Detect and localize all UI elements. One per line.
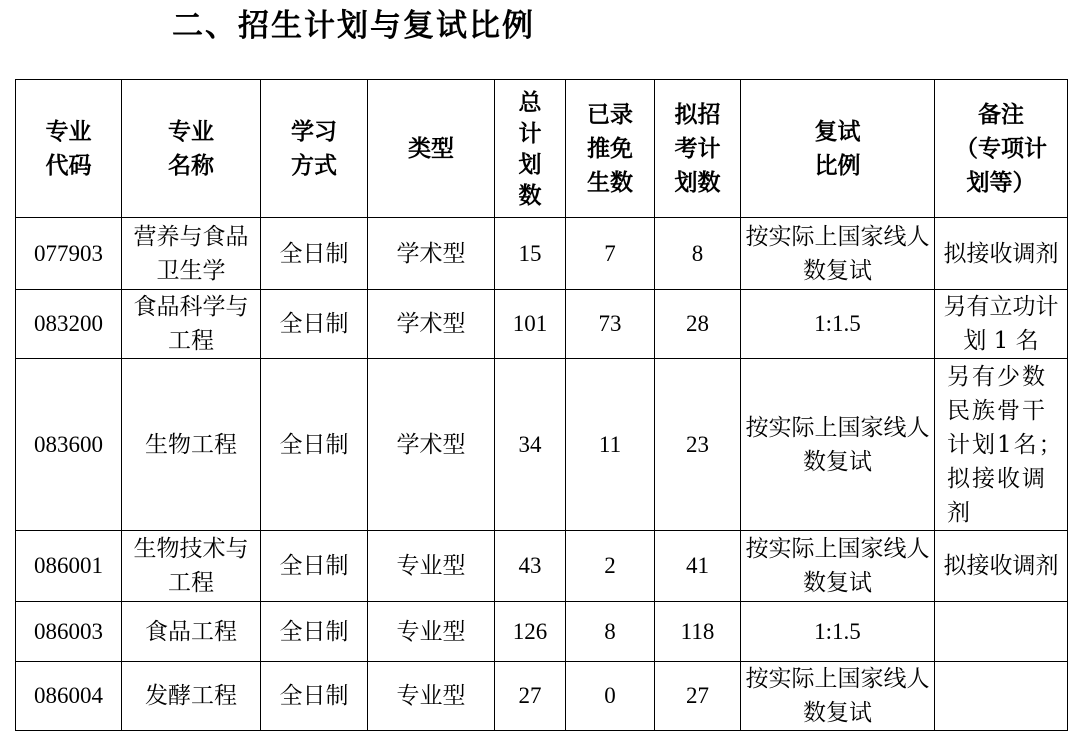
cell-major-code: 077903 [16, 218, 122, 290]
header-admitted-exempt: 已录 推免 生数 [566, 80, 655, 218]
header-study-mode: 学习 方式 [261, 80, 368, 218]
cell-admitted-exempt: 2 [566, 531, 655, 602]
cell-retest-ratio: 1:1.5 [741, 602, 935, 662]
header-exam-plan: 拟招 考计 划数 [655, 80, 741, 218]
header-retest-ratio: 复试 比例 [741, 80, 935, 218]
table-row [16, 290, 1068, 359]
cell-exam-plan: 28 [655, 290, 741, 359]
cell-major-code: 086001 [16, 531, 122, 602]
cell-admitted-exempt: 0 [566, 662, 655, 731]
cell-major-name: 食品科学与工程 [122, 290, 261, 359]
cell-major-code: 083200 [16, 290, 122, 359]
cell-major-code: 083600 [16, 359, 122, 531]
cell-study-mode: 全日制 [261, 218, 368, 290]
header-major-code: 专业 代码 [16, 80, 122, 218]
cell-retest-ratio: 按实际上国家线人数复试 [741, 218, 935, 290]
table-row [16, 531, 1068, 602]
cell-admitted-exempt: 73 [566, 290, 655, 359]
header-type: 类型 [368, 80, 495, 218]
cell-remarks [935, 602, 1068, 662]
cell-study-mode: 全日制 [261, 359, 368, 531]
cell-study-mode: 全日制 [261, 662, 368, 731]
cell-major-code: 086004 [16, 662, 122, 731]
cell-admitted-exempt: 11 [566, 359, 655, 531]
cell-type: 学术型 [368, 218, 495, 290]
cell-exam-plan: 27 [655, 662, 741, 731]
cell-major-name: 营养与食品卫生学 [122, 218, 261, 290]
cell-remarks: 拟接收调剂 [935, 218, 1068, 290]
table-row [16, 662, 1068, 731]
cell-major-name: 食品工程 [122, 602, 261, 662]
cell-remarks: 另有立功计划 1 名 [935, 290, 1068, 359]
cell-total-plan: 34 [495, 359, 566, 531]
cell-study-mode: 全日制 [261, 531, 368, 602]
header-row [16, 80, 1068, 218]
cell-major-code: 086003 [16, 602, 122, 662]
cell-remarks [935, 662, 1068, 731]
cell-exam-plan: 23 [655, 359, 741, 531]
cell-type: 专业型 [368, 602, 495, 662]
cell-retest-ratio: 按实际上国家线人数复试 [741, 662, 935, 731]
table-row [16, 218, 1068, 290]
cell-study-mode: 全日制 [261, 290, 368, 359]
cell-type: 学术型 [368, 359, 495, 531]
cell-remarks: 拟接收调剂 [935, 531, 1068, 602]
cell-total-plan: 101 [495, 290, 566, 359]
cell-admitted-exempt: 8 [566, 602, 655, 662]
cell-major-name: 发酵工程 [122, 662, 261, 731]
section-title: 二、招生计划与复试比例 [172, 8, 535, 44]
cell-major-name: 生物工程 [122, 359, 261, 531]
cell-retest-ratio: 按实际上国家线人数复试 [741, 359, 935, 531]
cell-remarks: 另有少数民族骨干计划1名；拟接收调剂 [935, 359, 1068, 531]
cell-major-name: 生物技术与工程 [122, 531, 261, 602]
cell-type: 专业型 [368, 531, 495, 602]
header-remarks: 备注 （专项计 划等） [935, 80, 1068, 218]
cell-total-plan: 15 [495, 218, 566, 290]
header-major-name: 专业 名称 [122, 80, 261, 218]
cell-retest-ratio: 1:1.5 [741, 290, 935, 359]
cell-total-plan: 27 [495, 662, 566, 731]
cell-exam-plan: 118 [655, 602, 741, 662]
header-total-plan: 总 计 划 数 [495, 80, 566, 218]
cell-exam-plan: 8 [655, 218, 741, 290]
cell-type: 学术型 [368, 290, 495, 359]
cell-study-mode: 全日制 [261, 602, 368, 662]
cell-total-plan: 43 [495, 531, 566, 602]
table-row [16, 359, 1068, 531]
cell-retest-ratio: 按实际上国家线人数复试 [741, 531, 935, 602]
cell-type: 专业型 [368, 662, 495, 731]
cell-exam-plan: 41 [655, 531, 741, 602]
table-row [16, 602, 1068, 662]
cell-admitted-exempt: 7 [566, 218, 655, 290]
enrollment-plan-table [15, 79, 1068, 731]
cell-total-plan: 126 [495, 602, 566, 662]
